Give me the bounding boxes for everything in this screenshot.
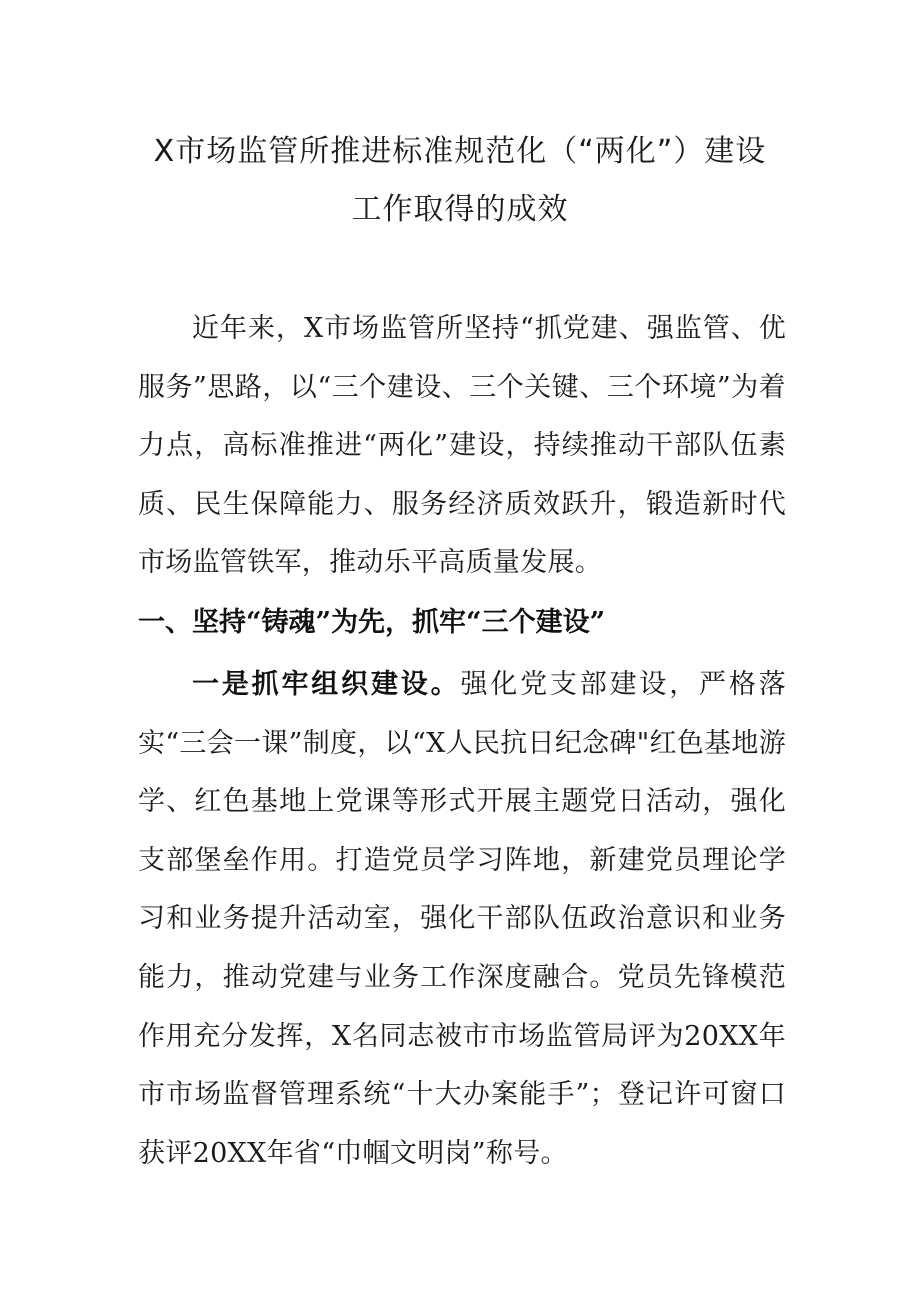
paragraph-body-text: 强化党支部建设，严格落实“三会一课”制度，以“X人民抗日纪念碑"红色基地游学、红色基地上党课等形式开展主题党日活动，强化支部堡垒作用。打造党员学习阵地，新建党员理论学习和业务提升活动室，强化干部队伍政治意识和业务能力，推动党建与业务工作深度融合。党员先锋模范作用充分发挥，X名同志被市市场监管局评为20XX年市市场监督管理系统“十大办案能手”；登记许可窗口获评20XX年省“巾帼文明岗”称号。: [138, 669, 786, 1169]
intro-paragraph: 近年来，X市场监管所坚持“抓党建、强监管、优服务”思路，以“三个建设、三个关键、三个环境”为着力点，高标准推进“两化”建设，持续推动干部队伍素质、民生保障能力、服务经济质效跃升，锻造新时代市场监管铁军，推动乐平高质量发展。: [138, 313, 786, 579]
document-title-line-2: 工作取得的成效: [351, 192, 569, 227]
paragraph-lead-sentence: 一是抓牢组织建设。: [192, 669, 461, 700]
section-heading-1: 一、坚持“铸魂”为先，抓牢“三个建设”: [138, 607, 606, 638]
document-title-line-1: X市场监管所推进标准规范化（“两化”）建设: [153, 134, 767, 169]
section-1-paragraph-1: [138, 656, 786, 1183]
